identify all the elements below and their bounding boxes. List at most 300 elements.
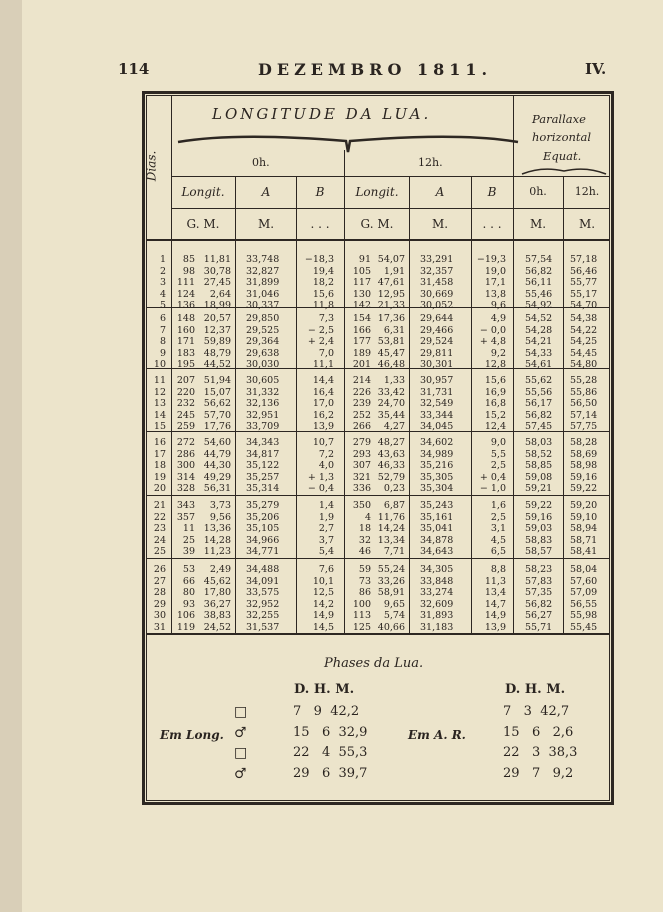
- a0-col-group-2-value: 30,030: [246, 359, 280, 371]
- b0-col-group-6-value: 14,9: [312, 610, 334, 622]
- g0-col-group-5-value: 343: [176, 500, 195, 511]
- a12-col-group-3: [420, 375, 460, 433]
- p0-col-group-3-value: 56,82: [525, 409, 553, 421]
- col-a-12: A: [435, 185, 445, 199]
- b12-col-group-3-value: 16,8: [484, 398, 506, 410]
- a12-col-group-6-value: 31,183: [420, 621, 454, 633]
- b12-col-group-6-value: 13,9: [484, 621, 506, 633]
- m0-col-group-6-value: 36,27: [203, 598, 231, 610]
- m12-col-group-3-value: 1,33: [383, 375, 405, 386]
- m12-col-group-6-value: 40,66: [377, 621, 405, 633]
- p12-col-group-1-value: 55,17: [570, 288, 598, 300]
- day-col-group-3-value: 11: [153, 375, 166, 386]
- b12-col-group-5-value: 6,5: [490, 546, 506, 558]
- a0-col-group-4-value: 34,817: [246, 448, 280, 460]
- m12-col-group-4: [373, 437, 405, 495]
- g0-col-group-1-value: 111: [176, 277, 195, 289]
- m12-col-group-1-value: 21,33: [377, 300, 405, 312]
- b12-col-group-4: [474, 437, 506, 495]
- b12-col-group-3-value: 12,4: [484, 421, 506, 433]
- g0-col-group-6-value: 93: [182, 598, 195, 610]
- m0-col-group-6-value: 24,52: [203, 621, 231, 633]
- day-col-group-1-value: 2: [159, 265, 166, 277]
- a12-col-group-4-value: 34,602: [420, 437, 454, 448]
- g0-col-group-6-value: 119: [176, 621, 195, 633]
- g12-col-group-6-value: 113: [352, 610, 371, 622]
- m12-col-group-3-value: 24,70: [377, 398, 405, 410]
- m0-col-group-6-value: 17,80: [203, 587, 231, 599]
- b12-col-group-3-value: 15,2: [484, 409, 506, 421]
- b0-col-group-3-value: 17,0: [312, 398, 334, 410]
- a12-col-group-4-value: 35,305: [420, 471, 454, 483]
- g0-col-group-6-value: 80: [182, 587, 195, 599]
- g12-col-group-2-value: 166: [352, 324, 371, 336]
- a0-col-group-3-value: 30,605: [246, 375, 280, 386]
- phase-long-value: 29 6 39,7: [293, 766, 368, 781]
- g0-col-group-3-value: 259: [176, 421, 195, 433]
- a0-col-group-5-value: 35,279: [246, 500, 280, 511]
- longitude-title: LONGITUDE DA LUA.: [212, 105, 432, 123]
- phase-long-value: 15 6 32,9: [293, 725, 368, 740]
- phase-symbol: □: [234, 745, 248, 761]
- b12-col-group-4-value: 5,5: [490, 448, 506, 460]
- a0-col-group-3-value: 32,136: [246, 398, 280, 410]
- b12-col-group-1-value: 17,1: [484, 277, 506, 289]
- a12-col-group-1-value: 32,357: [420, 265, 454, 277]
- p0-col-group-3-value: 55,62: [525, 375, 553, 386]
- b12-col-group-3-value: 15,6: [484, 375, 506, 386]
- p12-col-group-1-value: 56,46: [570, 265, 598, 277]
- g12-col-group-4-value: 336: [352, 483, 371, 495]
- day-col-group-6-value: 31: [153, 621, 166, 633]
- day-col-group-3-value: 13: [153, 398, 166, 410]
- a12-col-group-3-value: 30,957: [420, 375, 454, 386]
- p12-col-group-5-value: 59,20: [570, 500, 598, 511]
- b0-col-group-3-value: 16,2: [312, 409, 334, 421]
- a0-col-group-2-value: 29,364: [246, 336, 280, 348]
- p12-col-group-3-value: 55,86: [570, 386, 598, 398]
- p0-col-group-1-value: 56,82: [525, 265, 553, 277]
- g0-col-group-6-value: 106: [176, 610, 195, 622]
- m0-col-group-3-value: 15,07: [203, 386, 231, 398]
- b0-col-group-3: [300, 375, 334, 433]
- b12-col-group-6-value: 14,7: [484, 598, 506, 610]
- p0-col-group-2-value: 54,21: [525, 336, 553, 348]
- a0-col-group-4-value: 35,314: [246, 483, 280, 495]
- unit-dots-b0: . . .: [310, 217, 330, 231]
- g0-col-group-4-value: 300: [176, 460, 195, 472]
- b0-col-group-3-value: 16,4: [312, 386, 334, 398]
- a12-col-group-2-value: 29,524: [420, 336, 454, 348]
- p12-col-group-2-value: 54,22: [570, 324, 598, 336]
- day-col-group-6: [152, 564, 166, 634]
- g12-col-group-1-value: 142: [352, 300, 371, 312]
- b0-col-group-6-value: 7,6: [318, 564, 334, 575]
- a12-col-group-5-value: 35,041: [420, 523, 454, 535]
- g0-col-group-2-value: 171: [176, 336, 195, 348]
- a0-col-group-5-value: 35,206: [246, 511, 280, 523]
- p12-col-group-2-value: 54,80: [570, 359, 598, 371]
- p0-col-group-5-value: 58,57: [525, 546, 553, 558]
- a12-col-group-5-value: 35,243: [420, 500, 454, 511]
- a12-col-group-5-value: 34,643: [420, 546, 454, 558]
- p0-col-group-2-value: 54,52: [525, 313, 553, 324]
- phase-symbol: ♂: [234, 725, 247, 741]
- m12-col-group-6-value: 5,74: [383, 610, 405, 622]
- m12-col-group-3-value: 35,44: [377, 409, 405, 421]
- b0-col-group-6-value: 10,1: [312, 575, 334, 587]
- b12-col-group-6: [474, 564, 506, 634]
- b0-col-group-2-value: + 2,4: [307, 336, 334, 348]
- day-col-group-3-value: 14: [153, 409, 166, 421]
- p0-col-group-3-value: 56,17: [525, 398, 553, 410]
- m0-col-group-2-value: 48,79: [203, 347, 231, 359]
- day-col-group-5: [152, 500, 166, 558]
- day-col-group-4-value: 17: [153, 448, 166, 460]
- m0-col-group-2-value: 12,37: [203, 324, 231, 336]
- p0-col-group-6-value: 57,83: [525, 575, 553, 587]
- a0-col-group-5: [246, 500, 286, 558]
- b0-col-group-1-value: 19,4: [312, 265, 334, 277]
- m12-col-group-1: [373, 254, 405, 312]
- m0-col-group-3-value: 17,76: [203, 421, 231, 433]
- b0-col-group-4-value: + 1,3: [307, 471, 334, 483]
- a12-col-group-2-value: 29,466: [420, 324, 454, 336]
- g0-col-group-5-value: 39: [182, 546, 195, 558]
- day-col-group-3-value: 15: [153, 421, 166, 433]
- col-b-12: B: [487, 185, 497, 199]
- phase-ar-value: 7 3 42,7: [503, 704, 570, 719]
- g0-col-group-2-value: 148: [176, 313, 195, 324]
- m12-col-group-2-value: 17,36: [377, 313, 405, 324]
- day-col-group-5-value: 25: [153, 546, 166, 558]
- b0-col-group-2-value: 7,3: [318, 313, 334, 324]
- p0-col-group-1-value: 57,54: [525, 254, 553, 265]
- b0-col-group-4: [300, 437, 334, 495]
- m0-col-group-5-value: 11,23: [203, 546, 231, 558]
- g12-col-group-3-value: 252: [352, 409, 371, 421]
- m0-col-group-2-value: 59,89: [203, 336, 231, 348]
- b0-col-group-4-value: 7,2: [318, 448, 334, 460]
- g12-col-group-4-value: 279: [352, 437, 371, 448]
- em-ar-label: Em A. R.: [408, 728, 466, 742]
- g0-col-group-2-value: 160: [176, 324, 195, 336]
- p12-col-group-5-value: 58,94: [570, 523, 598, 535]
- a12-col-group-4-value: 34,989: [420, 448, 454, 460]
- phase-long-value: 22 4 55,3: [293, 745, 368, 760]
- p0-col-group-4: [525, 437, 559, 495]
- p12-col-group-4-value: 58,28: [570, 437, 598, 448]
- p12-col-group-1-value: 55,77: [570, 277, 598, 289]
- g12-col-group-1-value: 91: [358, 254, 371, 265]
- b12-col-group-5-value: 1,6: [490, 500, 506, 511]
- a12-col-group-6-value: 34,305: [420, 564, 454, 575]
- b12-col-group-2-value: 4,9: [490, 313, 506, 324]
- a0-col-group-4-value: 35,122: [246, 460, 280, 472]
- a12-col-group-6-value: 32,609: [420, 598, 454, 610]
- day-col-group-5-value: 22: [153, 511, 166, 523]
- a0-col-group-2-value: 29,525: [246, 324, 280, 336]
- m12-col-group-6-value: 55,24: [377, 564, 405, 575]
- b0-col-group-3-value: 14,4: [312, 375, 334, 386]
- b12-col-group-5-value: 4,5: [490, 534, 506, 546]
- section-number: IV.: [585, 60, 607, 78]
- b12-col-group-6-value: 8,8: [490, 564, 506, 575]
- phase-long-value: 7 9 42,2: [293, 704, 360, 719]
- p12-col-group-5-value: 59,10: [570, 511, 598, 523]
- day-col-group-1-value: 1: [159, 254, 166, 265]
- p0-col-group-5-value: 59,22: [525, 500, 553, 511]
- g0-col-group-2-value: 195: [176, 359, 195, 371]
- g0-col-group-3-value: 232: [176, 398, 195, 410]
- p12-col-group-4-value: 58,69: [570, 448, 598, 460]
- b0-col-group-2-value: 11,1: [312, 359, 334, 371]
- m12-col-group-5-value: 13,34: [377, 534, 405, 546]
- m12-col-group-2: [373, 313, 405, 371]
- p12-col-group-1-value: 54,70: [570, 300, 598, 312]
- a0-col-group-2: [246, 313, 286, 371]
- b12-col-group-5-value: 3,1: [490, 523, 506, 535]
- p0-col-group-4-value: 59,21: [525, 483, 553, 495]
- p0-col-group-1-value: 55,46: [525, 288, 553, 300]
- b12-col-group-2-value: 9,2: [490, 347, 506, 359]
- a12-col-group-1-value: 30,669: [420, 288, 454, 300]
- p0-col-group-3-value: 55,56: [525, 386, 553, 398]
- p12-col-group-6-value: 57,60: [570, 575, 598, 587]
- g12-col-group-5-value: 18: [358, 523, 371, 535]
- hour-12-label: 12h.: [418, 156, 443, 169]
- a12-col-group-4-value: 35,304: [420, 483, 454, 495]
- day-col-group-5-value: 23: [153, 523, 166, 535]
- m0-col-group-1-value: 27,45: [203, 277, 231, 289]
- col-a-0: A: [261, 185, 271, 199]
- p12-col-group-3: [570, 375, 604, 433]
- m0-col-group-1-value: 11,81: [203, 254, 231, 265]
- m0-col-group-1-value: 18,99: [203, 300, 231, 312]
- m12-col-group-5-value: 6,87: [383, 500, 405, 511]
- g12-col-group-3: [345, 375, 371, 433]
- b12-col-group-5-value: 2,5: [490, 511, 506, 523]
- unit-dots-b12: . . .: [482, 217, 502, 231]
- g0-col-group-5-value: 25: [182, 534, 195, 546]
- b12-col-group-1-value: 9,6: [490, 300, 506, 312]
- day-col-group-1-value: 4: [159, 288, 166, 300]
- g12-col-group-1-value: 105: [352, 265, 371, 277]
- col-longit-12: Longit.: [355, 185, 399, 199]
- a12-col-group-5-value: 34,878: [420, 534, 454, 546]
- phases-head-long: D. H. M.: [294, 682, 355, 697]
- p0-col-group-1-value: 54,92: [525, 300, 553, 312]
- g0-col-group-5: [172, 500, 195, 558]
- g12-col-group-3-value: 239: [352, 398, 371, 410]
- g0-col-group-2: [172, 313, 195, 371]
- g12-col-group-2-value: 201: [352, 359, 371, 371]
- b0-col-group-6-value: 14,2: [312, 598, 334, 610]
- g0-col-group-4-value: 328: [176, 483, 195, 495]
- m12-col-group-4-value: 48,27: [377, 437, 405, 448]
- days-label: Dias.: [144, 150, 159, 182]
- g12-col-group-2-value: 177: [352, 336, 371, 348]
- p0-col-group-4-value: 58,03: [525, 437, 553, 448]
- g12-col-group-5: [345, 500, 371, 558]
- p12-col-group-4: [570, 437, 604, 495]
- g0-col-group-1: [172, 254, 195, 312]
- p0-col-group-6: [525, 564, 559, 634]
- p12-col-group-6-value: 57,09: [570, 587, 598, 599]
- m0-col-group-3-value: 56,62: [203, 398, 231, 410]
- m12-col-group-5-value: 14,24: [377, 523, 405, 535]
- m12-col-group-3-value: 33,42: [377, 386, 405, 398]
- p12-col-group-5-value: 58,71: [570, 534, 598, 546]
- m12-col-group-1-value: 54,07: [377, 254, 405, 265]
- p12-col-group-5-value: 58,41: [570, 546, 598, 558]
- a0-col-group-1: [246, 254, 286, 312]
- a0-col-group-6: [246, 564, 286, 634]
- unit-m-a12: M.: [431, 217, 449, 231]
- a0-col-group-1-value: 33,748: [246, 254, 280, 265]
- p12-col-group-3-value: 55,28: [570, 375, 598, 386]
- g12-col-group-6-value: 100: [352, 598, 371, 610]
- g12-col-group-5-value: 32: [358, 534, 371, 546]
- p12-col-group-6: [570, 564, 604, 634]
- phase-symbol: □: [234, 704, 248, 720]
- phases-title: Phases da Lua.: [324, 656, 424, 671]
- b0-col-group-2: [300, 313, 334, 371]
- day-col-group-2-value: 6: [159, 313, 166, 324]
- a0-col-group-5-value: 34,771: [246, 546, 280, 558]
- day-col-group-2-value: 9: [159, 347, 166, 359]
- p0-col-group-6-value: 58,23: [525, 564, 553, 575]
- day-col-group-1-value: 5: [159, 300, 166, 312]
- p0-col-group-5-value: 59,03: [525, 523, 553, 535]
- m12-col-group-5: [373, 500, 405, 558]
- g12-col-group-6-value: 59: [358, 564, 371, 575]
- p0-col-group-4-value: 58,85: [525, 460, 553, 472]
- a0-col-group-4: [246, 437, 286, 495]
- p0-col-group-1: [525, 254, 559, 312]
- g12-col-group-3-value: 226: [352, 386, 371, 398]
- a0-col-group-3-value: 31,332: [246, 386, 280, 398]
- b12-col-group-4-value: + 0,4: [479, 471, 506, 483]
- hour-0-label: 0h.: [252, 156, 270, 169]
- p0-col-group-2-value: 54,28: [525, 324, 553, 336]
- day-col-group-4-value: 16: [153, 437, 166, 448]
- parallax-title-3: Equat.: [543, 149, 582, 163]
- p0-col-group-5-value: 59,16: [525, 511, 553, 523]
- b0-col-group-5-value: 2,7: [318, 523, 334, 535]
- m0-col-group-3-value: 57,70: [203, 409, 231, 421]
- m0-col-group-6-value: 38,83: [203, 610, 231, 622]
- p12-col-group-3-value: 57,75: [570, 421, 598, 433]
- m12-col-group-4-value: 43,63: [377, 448, 405, 460]
- a12-col-group-4-value: 35,216: [420, 460, 454, 472]
- g0-col-group-6-value: 66: [182, 575, 195, 587]
- brace: [176, 128, 520, 158]
- day-col-group-6-value: 27: [153, 575, 166, 587]
- b12-col-group-3: [474, 375, 506, 433]
- a0-col-group-6-value: 34,488: [246, 564, 280, 575]
- p12-col-group-3-value: 56,50: [570, 398, 598, 410]
- a0-col-group-3-value: 33,709: [246, 421, 280, 433]
- page-number: 114: [118, 60, 150, 78]
- g12-col-group-3-value: 266: [352, 421, 371, 433]
- col-b-0: B: [315, 185, 325, 199]
- b0-col-group-1-value: 15,6: [312, 288, 334, 300]
- day-col-group-3-value: 12: [153, 386, 166, 398]
- day-col-group-6-value: 29: [153, 598, 166, 610]
- m12-col-group-5-value: 11,76: [377, 511, 405, 523]
- p0-col-group-3-value: 57,45: [525, 421, 553, 433]
- a0-col-group-6-value: 34,091: [246, 575, 280, 587]
- p0-col-group-6-value: 56,82: [525, 598, 553, 610]
- m0-col-group-4-value: 44,79: [203, 448, 231, 460]
- m12-col-group-4-value: 46,33: [377, 460, 405, 472]
- g12-col-group-6-value: 73: [358, 575, 371, 587]
- m0-col-group-1-value: 2,64: [209, 288, 231, 300]
- unit-gm-0: G. M.: [186, 217, 220, 231]
- a0-col-group-6-value: 32,255: [246, 610, 280, 622]
- g12-col-group-4-value: 321: [352, 471, 371, 483]
- a12-col-group-6: [420, 564, 460, 634]
- a12-col-group-3-value: 33,344: [420, 409, 454, 421]
- g12-col-group-5-value: 350: [352, 500, 371, 511]
- g0-col-group-1-value: 136: [176, 300, 195, 312]
- phase-ar-value: 15 6 2,6: [503, 725, 574, 740]
- b0-col-group-4-value: 4,0: [318, 460, 334, 472]
- running-title: DEZEMBRO 1811.: [258, 60, 493, 79]
- m0-col-group-2-value: 20,57: [203, 313, 231, 324]
- g12-col-group-2: [345, 313, 371, 371]
- a0-col-group-2-value: 29,850: [246, 313, 280, 324]
- b0-col-group-6: [300, 564, 334, 634]
- p12-col-group-6-value: 56,55: [570, 598, 598, 610]
- unit-m-p12: M.: [578, 217, 596, 231]
- b12-col-group-1-value: 19,0: [484, 265, 506, 277]
- m12-col-group-1-value: 1,91: [383, 265, 405, 277]
- day-col-group-6-value: 30: [153, 610, 166, 622]
- day-col-group-6-value: 28: [153, 587, 166, 599]
- day-col-group-2: [152, 313, 166, 371]
- b12-col-group-3-value: 16,9: [484, 386, 506, 398]
- g0-col-group-1-value: 124: [176, 288, 195, 300]
- b12-col-group-2: [474, 313, 506, 371]
- phase-symbol: ♂: [234, 766, 247, 782]
- day-col-group-2-value: 10: [153, 359, 166, 371]
- p12-col-group-1-value: 57,18: [570, 254, 598, 265]
- a0-col-group-3-value: 32,951: [246, 409, 280, 421]
- b0-col-group-4-value: − 0,4: [307, 483, 334, 495]
- p0-col-group-6-value: 56,27: [525, 610, 553, 622]
- b12-col-group-4-value: 9,0: [490, 437, 506, 448]
- b12-col-group-1: [474, 254, 506, 312]
- p12-col-group-6-value: 58,04: [570, 564, 598, 575]
- m0-col-group-5-value: 14,28: [203, 534, 231, 546]
- parallax-title-2: horizontal: [532, 130, 592, 144]
- a12-col-group-5-value: 35,161: [420, 511, 454, 523]
- b0-col-group-3-value: 13,9: [312, 421, 334, 433]
- a12-col-group-1-value: 33,291: [420, 254, 454, 265]
- a12-col-group-5: [420, 500, 460, 558]
- p12-col-group-2-value: 54,25: [570, 336, 598, 348]
- g0-col-group-1-value: 98: [182, 265, 195, 277]
- m0-col-group-2-value: 44,52: [203, 359, 231, 371]
- m12-col-group-1-value: 47,61: [377, 277, 405, 289]
- p0-col-group-5-value: 58,83: [525, 534, 553, 546]
- g0-col-group-2-value: 183: [176, 347, 195, 359]
- g12-col-group-4-value: 293: [352, 448, 371, 460]
- a0-col-group-1-value: 31,899: [246, 277, 280, 289]
- parallax-title-1: Parallaxe: [532, 112, 586, 126]
